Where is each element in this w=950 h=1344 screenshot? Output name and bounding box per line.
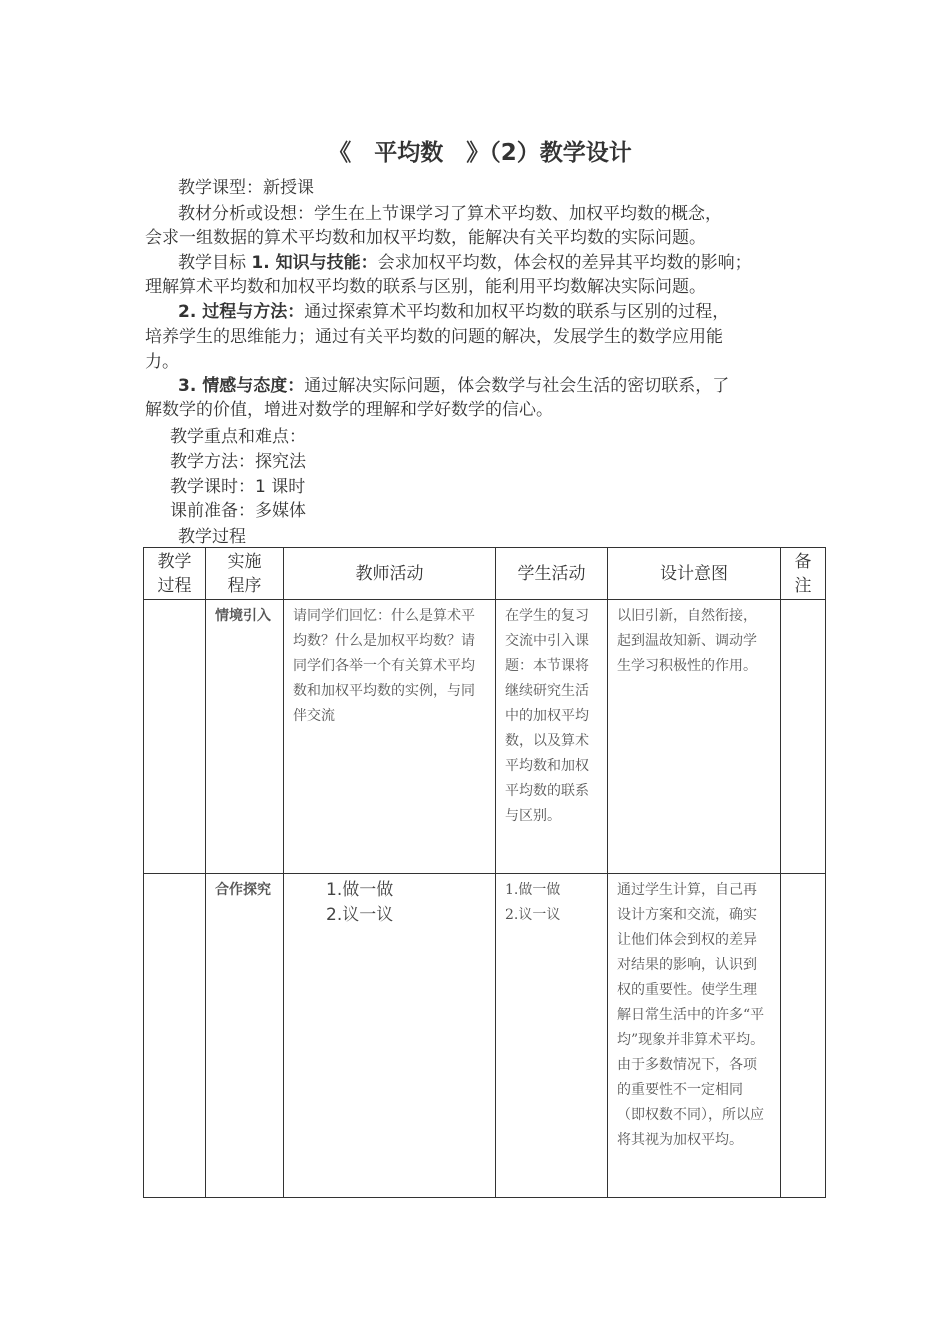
list-item: 1.做一做 bbox=[505, 882, 561, 898]
row-1-student-cell bbox=[496, 600, 608, 874]
list-item: 2.议一议 bbox=[505, 907, 561, 923]
goal-2-text: 通过探索算术平均数和加权平均数的联系与区别的过程， bbox=[304, 302, 730, 322]
preparation: 课前准备：多媒体 bbox=[170, 501, 306, 521]
goal-2-heading: 2. 过程与方法： bbox=[178, 302, 305, 322]
goal-2-line-2: 培养学生的思维能力；通过有关平均数的问题的解决，发展学生的数学应用能 bbox=[145, 327, 723, 347]
row-2-stage-cell bbox=[206, 874, 284, 1198]
row-1-teacher-cell bbox=[284, 600, 496, 874]
row-2-notes-cell bbox=[781, 874, 826, 1198]
goal-3 bbox=[178, 374, 729, 398]
row-1-stage: 情境引入 bbox=[215, 608, 271, 624]
header-procedure: 实施 程序 bbox=[206, 548, 284, 600]
row-2-student-cell bbox=[496, 874, 608, 1198]
goal-prefix: 教学目标 bbox=[178, 253, 246, 273]
row-2-design-intent: 通过学生计算，自己再设计方案和交流，确实让他们体会到权的差异对结果的影响，认识到权的重要性。使学生理解日常生活中的许多“平均”现象并非算术平均。由于多数情况下，各项的重要性不一定相同（即权数不同），所以应将其视为加权平均。 bbox=[617, 882, 765, 1148]
goal-3-line-2: 解数学的价值，增进对数学的理解和学好数学的信心。 bbox=[145, 400, 553, 420]
row-2-intent-cell bbox=[608, 874, 781, 1198]
goal-1-text: 会求加权平均数，体会权的差异其平均数的影响； bbox=[377, 253, 752, 273]
row-1-notes-cell bbox=[781, 600, 826, 874]
row-1-intent-cell bbox=[608, 600, 781, 874]
header-process: 教学 过程 bbox=[144, 548, 206, 600]
document-title: 《 平均数 》（2）教学设计 bbox=[328, 140, 632, 166]
goal-1-heading: 1. 知识与技能： bbox=[251, 253, 378, 273]
header-notes: 备 注 bbox=[781, 548, 826, 600]
goal-3-heading: 3. 情感与态度： bbox=[178, 376, 305, 396]
row-2-process-cell bbox=[144, 874, 206, 1198]
teaching-method: 教学方法：探究法 bbox=[170, 452, 306, 472]
table-header-row bbox=[144, 548, 826, 600]
process-table bbox=[143, 547, 826, 1198]
goal-2-line-3: 力。 bbox=[145, 352, 179, 372]
table-row bbox=[144, 600, 826, 874]
teaching-hours: 教学课时：1 课时 bbox=[170, 477, 306, 497]
goal-1 bbox=[178, 251, 752, 275]
row-1-process-cell bbox=[144, 600, 206, 874]
row-2-teacher-activity bbox=[284, 874, 495, 928]
header-student-activity: 学生活动 bbox=[496, 548, 608, 600]
row-1-stage-cell bbox=[206, 600, 284, 874]
goal-2 bbox=[178, 300, 729, 324]
analysis-line-2: 会求一组数据的算术平均数和加权平均数，能解决有关平均数的实际问题。 bbox=[145, 228, 706, 248]
process-label: 教学过程 bbox=[178, 527, 246, 547]
key-points: 教学重点和难点： bbox=[170, 427, 306, 447]
goal-1-line-2: 理解算术平均数和加权平均数的联系与区别，能利用平均数解决实际问题。 bbox=[145, 277, 706, 297]
row-2-stage: 合作探究 bbox=[215, 882, 271, 898]
list-item: 2.议一议 bbox=[326, 905, 394, 925]
row-1-design-intent: 以旧引新，自然衔接，起到温故知新、调动学生学习积极性的作用。 bbox=[617, 608, 757, 674]
goal-3-text: 通过解决实际问题，体会数学与社会生活的密切联系，了 bbox=[304, 376, 730, 396]
list-item: 1.做一做 bbox=[326, 880, 394, 900]
row-2-student-activity bbox=[496, 874, 607, 928]
header-teacher-activity: 教师活动 bbox=[284, 548, 496, 600]
header-design-intent: 设计意图 bbox=[608, 548, 781, 600]
row-2-teacher-cell bbox=[284, 874, 496, 1198]
analysis-line-1: 教材分析或设想：学生在上节课学习了算术平均数、加权平均数的概念， bbox=[178, 204, 722, 224]
course-type: 教学课型：新授课 bbox=[178, 178, 314, 198]
row-1-student-activity: 在学生的复习交流中引入课题：本节课将继续研究生活中的加权平均数，以及算术平均数和加权平均数的联系与区别。 bbox=[505, 608, 589, 824]
row-1-teacher-activity: 请同学们回忆：什么是算术平均数？什么是加权平均数？请同学们各举一个有关算术平均数和加权平均数的实例，与同伴交流 bbox=[293, 608, 475, 724]
table-row bbox=[144, 874, 826, 1198]
